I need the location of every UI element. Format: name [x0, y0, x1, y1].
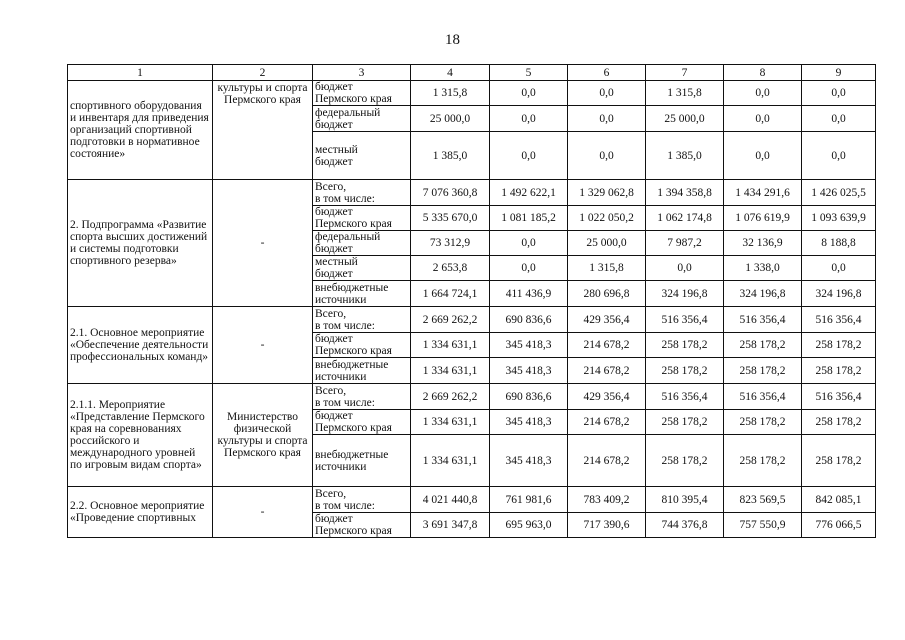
amount-cell: 0,0	[802, 132, 876, 180]
table-body	[68, 65, 876, 538]
amount-cell: 258 178,2	[802, 333, 876, 358]
amount-cell: 761 981,6	[490, 487, 568, 513]
table-row	[68, 180, 876, 206]
amount-cell: 7 987,2	[646, 231, 724, 256]
amount-cell: 695 963,0	[490, 513, 568, 538]
amount-cell: 0,0	[568, 81, 646, 106]
page-number: 18	[445, 32, 460, 48]
amount-cell: 4 021 440,8	[411, 487, 490, 513]
responsible-cell: -	[213, 487, 313, 538]
amount-cell: 0,0	[568, 132, 646, 180]
funding-source-line: бюджет	[315, 155, 353, 168]
amount-cell: 1 062 174,8	[646, 206, 724, 231]
amount-cell: 2 653,8	[411, 256, 490, 281]
amount-cell: 717 390,6	[568, 513, 646, 538]
table-row	[68, 384, 876, 410]
amount-cell: 1 334 631,1	[411, 333, 490, 358]
amount-cell: 0,0	[490, 132, 568, 180]
amount-cell: 25 000,0	[568, 231, 646, 256]
header-cell: 4	[411, 65, 490, 81]
amount-cell: 516 356,4	[646, 384, 724, 410]
funding-source-line: бюджет	[315, 118, 353, 131]
amount-cell: 25 000,0	[646, 106, 724, 132]
amount-cell: 1 315,8	[568, 256, 646, 281]
amount-cell: 1 492 622,1	[490, 180, 568, 206]
table-row	[68, 307, 876, 333]
amount-cell: 2 669 262,2	[411, 307, 490, 333]
funding-source-cell	[313, 106, 411, 132]
amount-cell: 1 329 062,8	[568, 180, 646, 206]
funding-source-line: в том числе:	[315, 192, 375, 205]
amount-cell: 1 315,8	[646, 81, 724, 106]
amount-cell: 823 569,5	[724, 487, 802, 513]
funding-source-line: Пермского края	[315, 218, 392, 230]
amount-cell: 2 669 262,2	[411, 384, 490, 410]
amount-cell: 258 178,2	[646, 410, 724, 435]
funding-source-line: Всего,	[315, 487, 347, 500]
amount-cell: 5 335 670,0	[411, 206, 490, 231]
amount-cell: 7 076 360,8	[411, 180, 490, 206]
table-row	[68, 81, 876, 106]
amount-cell: 1 081 185,2	[490, 206, 568, 231]
header-cell: 7	[646, 65, 724, 81]
amount-cell: 1 385,0	[646, 132, 724, 180]
amount-cell: 345 418,3	[490, 333, 568, 358]
amount-cell: 1 434 291,6	[724, 180, 802, 206]
funding-source-line: бюджет	[315, 206, 353, 218]
amount-cell: 0,0	[490, 106, 568, 132]
amount-cell: 345 418,3	[490, 410, 568, 435]
funding-source-cell	[313, 231, 411, 256]
funding-source-line: бюджет	[315, 81, 353, 93]
funding-source-line: бюджет	[315, 333, 353, 345]
amount-cell: 324 196,8	[724, 281, 802, 307]
amount-cell: 258 178,2	[724, 435, 802, 487]
funding-source-line: бюджет	[315, 410, 353, 422]
funding-source-line: бюджет	[315, 513, 353, 525]
program-name-cell: 2.1.1. Мероприятие «Представление Пермского края на соревнованиях российского и международного уровней по игровым видам спорта»	[68, 384, 213, 487]
amount-cell: 690 836,6	[490, 384, 568, 410]
amount-cell: 757 550,9	[724, 513, 802, 538]
amount-cell: 258 178,2	[802, 410, 876, 435]
amount-cell: 3 691 347,8	[411, 513, 490, 538]
amount-cell: 258 178,2	[646, 435, 724, 487]
amount-cell: 324 196,8	[646, 281, 724, 307]
amount-cell: 214 678,2	[568, 410, 646, 435]
amount-cell: 810 395,4	[646, 487, 724, 513]
amount-cell: 1 426 025,5	[802, 180, 876, 206]
funding-source-line: местный	[315, 143, 358, 156]
amount-cell: 1 334 631,1	[411, 435, 490, 487]
budget-table	[67, 64, 876, 538]
amount-cell: 783 409,2	[568, 487, 646, 513]
amount-cell: 516 356,4	[802, 384, 876, 410]
responsible-cell: -	[213, 307, 313, 384]
funding-source-line: федеральный	[315, 231, 381, 243]
amount-cell: 0,0	[802, 106, 876, 132]
amount-cell: 73 312,9	[411, 231, 490, 256]
amount-cell: 258 178,2	[724, 358, 802, 384]
funding-source-line: внебюджетные	[315, 448, 389, 461]
amount-cell: 0,0	[490, 231, 568, 256]
funding-source-line: бюджет	[315, 243, 353, 255]
responsible-cell: -	[213, 180, 313, 307]
amount-cell: 345 418,3	[490, 435, 568, 487]
amount-cell: 516 356,4	[724, 307, 802, 333]
amount-cell: 1 334 631,1	[411, 410, 490, 435]
funding-source-line: Пермского края	[315, 422, 392, 434]
funding-source-line: источники	[315, 370, 367, 383]
funding-source-line: Всего,	[315, 307, 347, 320]
amount-cell: 744 376,8	[646, 513, 724, 538]
funding-source-line: местный	[315, 256, 358, 268]
funding-source-line: бюджет	[315, 268, 353, 280]
amount-cell: 1 093 639,9	[802, 206, 876, 231]
funding-source-cell	[313, 307, 411, 333]
funding-source-line: источники	[315, 460, 367, 473]
amount-cell: 776 066,5	[802, 513, 876, 538]
program-name-cell: 2.2. Основное мероприятие «Проведение спортивных	[68, 487, 213, 538]
header-cell: 2	[213, 65, 313, 81]
amount-cell: 1 022 050,2	[568, 206, 646, 231]
funding-source-line: Пермского края	[315, 345, 392, 357]
amount-cell: 258 178,2	[646, 333, 724, 358]
amount-cell: 411 436,9	[490, 281, 568, 307]
responsible-cell: Министерство физической культуры и спорта Пермского края	[213, 384, 313, 487]
amount-cell: 516 356,4	[646, 307, 724, 333]
funding-source-cell	[313, 132, 411, 180]
amount-cell: 0,0	[724, 106, 802, 132]
amount-cell: 0,0	[802, 256, 876, 281]
amount-cell: 324 196,8	[802, 281, 876, 307]
funding-source-line: Пермского края	[315, 93, 392, 105]
funding-source-cell	[313, 435, 411, 487]
funding-source-line: Всего,	[315, 384, 347, 397]
funding-source-cell	[313, 180, 411, 206]
amount-cell: 0,0	[724, 132, 802, 180]
funding-source-line: в том числе:	[315, 319, 375, 332]
amount-cell: 516 356,4	[802, 307, 876, 333]
funding-source-cell	[313, 281, 411, 307]
funding-source-line: источники	[315, 293, 367, 306]
amount-cell: 0,0	[490, 256, 568, 281]
funding-source-cell	[313, 358, 411, 384]
amount-cell: 25 000,0	[411, 106, 490, 132]
amount-cell: 429 356,4	[568, 307, 646, 333]
amount-cell: 258 178,2	[646, 358, 724, 384]
funding-source-cell	[313, 256, 411, 281]
amount-cell: 1 315,8	[411, 81, 490, 106]
amount-cell: 258 178,2	[724, 410, 802, 435]
header-cell: 8	[724, 65, 802, 81]
amount-cell: 1 334 631,1	[411, 358, 490, 384]
program-name-cell: 2.1. Основное мероприятие «Обеспечение деятельности профессиональных команд»	[68, 307, 213, 384]
funding-source-line: внебюджетные	[315, 358, 389, 371]
amount-cell: 0,0	[724, 81, 802, 106]
program-name-cell: 2. Подпрограмма «Развитие спорта высших достижений и системы подготовки спортивного резерва»	[68, 180, 213, 307]
funding-source-cell	[313, 206, 411, 231]
amount-cell: 0,0	[802, 81, 876, 106]
header-row	[68, 65, 876, 81]
header-cell: 9	[802, 65, 876, 81]
amount-cell: 258 178,2	[802, 435, 876, 487]
amount-cell: 1 664 724,1	[411, 281, 490, 307]
funding-source-cell	[313, 81, 411, 106]
amount-cell: 345 418,3	[490, 358, 568, 384]
amount-cell: 1 338,0	[724, 256, 802, 281]
amount-cell: 1 394 358,8	[646, 180, 724, 206]
amount-cell: 280 696,8	[568, 281, 646, 307]
amount-cell: 429 356,4	[568, 384, 646, 410]
amount-cell: 516 356,4	[724, 384, 802, 410]
header-cell: 5	[490, 65, 568, 81]
table-row	[68, 487, 876, 513]
header-cell: 3	[313, 65, 411, 81]
funding-source-cell	[313, 333, 411, 358]
responsible-cell: культуры и спорта Пермского края	[213, 81, 313, 180]
amount-cell: 214 678,2	[568, 435, 646, 487]
funding-source-line: в том числе:	[315, 396, 375, 409]
amount-cell: 1 385,0	[411, 132, 490, 180]
header-cell: 1	[68, 65, 213, 81]
amount-cell: 0,0	[646, 256, 724, 281]
amount-cell: 214 678,2	[568, 333, 646, 358]
funding-source-line: федеральный	[315, 106, 381, 119]
amount-cell: 258 178,2	[724, 333, 802, 358]
amount-cell: 1 076 619,9	[724, 206, 802, 231]
funding-source-line: в том числе:	[315, 499, 375, 512]
funding-source-cell	[313, 410, 411, 435]
funding-source-line: Пермского края	[315, 525, 392, 537]
funding-source-cell	[313, 487, 411, 513]
funding-source-line: внебюджетные	[315, 281, 389, 294]
amount-cell: 8 188,8	[802, 231, 876, 256]
header-cell: 6	[568, 65, 646, 81]
amount-cell: 258 178,2	[802, 358, 876, 384]
funding-source-line: Всего,	[315, 180, 347, 193]
funding-source-cell	[313, 384, 411, 410]
amount-cell: 842 085,1	[802, 487, 876, 513]
funding-source-cell	[313, 513, 411, 538]
amount-cell: 0,0	[568, 106, 646, 132]
amount-cell: 32 136,9	[724, 231, 802, 256]
amount-cell: 214 678,2	[568, 358, 646, 384]
amount-cell: 0,0	[490, 81, 568, 106]
amount-cell: 690 836,6	[490, 307, 568, 333]
program-name-cell: спортивного оборудования и инвентаря для приведения организаций спортивной подготовки в нормативное состояние»	[68, 81, 213, 180]
